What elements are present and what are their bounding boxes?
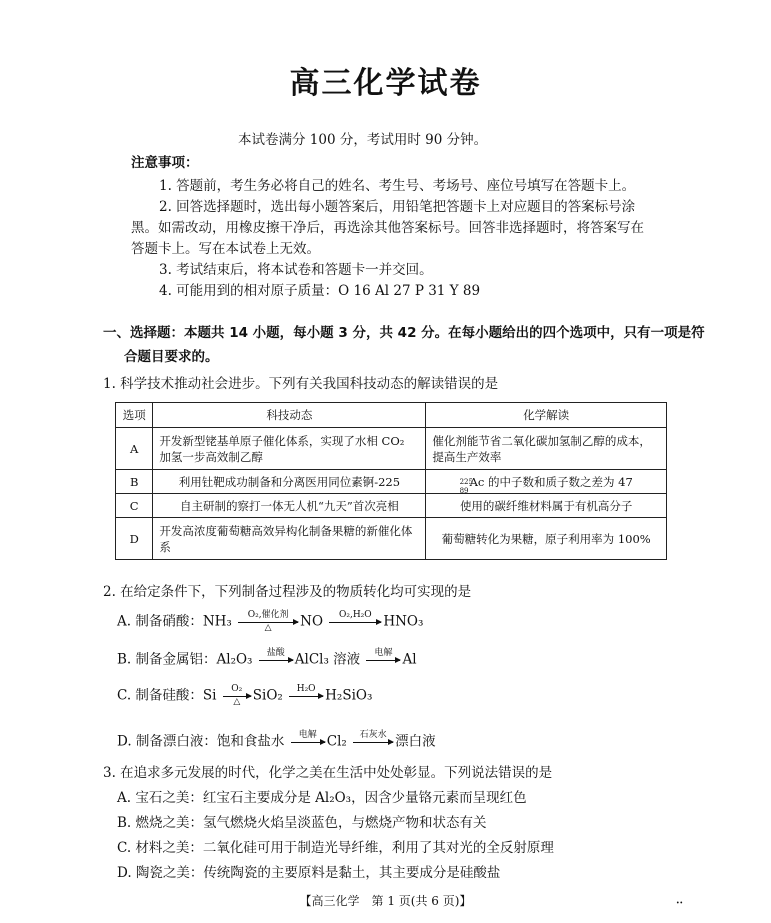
row-news: 开发新型铑基单原子催化体系，实现了水相 CO₂ 加氢一步高效制乙醇 [153, 428, 426, 470]
q2b-mid: AlCl₃ 溶液 [294, 651, 361, 668]
arrow-shaft [291, 742, 325, 743]
note-4: 4. 可能用到的相对原子质量：O 16 Al 27 P 31 Y 89 [159, 283, 481, 299]
q2c-end: H₂SiO₃ [325, 687, 373, 704]
q2c-mid: SiO₂ [252, 687, 283, 704]
row-option: D [116, 518, 153, 560]
q2b-end: Al [402, 651, 417, 668]
q2-option-d [117, 730, 436, 758]
arrow-shaft [329, 622, 381, 623]
table-row [116, 518, 667, 560]
arrow-shaft [238, 622, 298, 623]
arrow-shaft [353, 742, 393, 743]
isotope-notation [459, 476, 473, 495]
table-header-row [116, 403, 667, 428]
arrow-condition-top: 盐酸 [266, 648, 285, 658]
arrow-condition-top: O₂ [231, 684, 243, 694]
arrow-condition-top: O₂,催化剂 [247, 610, 289, 620]
row-option: B [116, 470, 153, 494]
exam-info: 本试卷满分 100 分，考试用时 90 分钟。 [238, 132, 488, 148]
q3-option-b: B. 燃烧之美：氢气燃烧火焰呈淡蓝色，与燃烧产物和状态有关 [117, 815, 487, 831]
arrow-shaft [223, 696, 251, 697]
isotope-mass: 225 [459, 477, 473, 486]
arrow-shaft [259, 660, 293, 661]
isotope-number: 89 [459, 486, 469, 495]
arrow-condition-top: 电解 [298, 730, 317, 740]
corner-mark: •• [676, 900, 684, 907]
arrow-spacer [329, 623, 381, 633]
q3-option-d: D. 陶瓷之美：传统陶瓷的主要原料是黏土，其主要成分是硅酸盐 [117, 865, 501, 881]
table-row [116, 470, 667, 494]
note-1: 1. 答题前，考生务必将自己的姓名、考生号、考场号、座位号填写在答题卡上。 [159, 178, 636, 194]
q2a-end: HNO₃ [383, 613, 424, 630]
row-chem: 葡萄糖转化为果糖，原子利用率为 100% [426, 518, 667, 560]
row-news: 自主研制的察打一体无人机“九天”首次亮相 [153, 494, 426, 518]
section-heading-cont: 合题目要求的。 [124, 349, 219, 365]
row-news: 利用钍靶成功制备和分离医用同位素锕-225 [153, 470, 426, 494]
q2b-label: B. 制备金属铝：Al₂O₃ [117, 651, 253, 668]
reaction-arrow [223, 684, 251, 707]
q2a-mid: NO [300, 613, 324, 630]
row-chem: 催化剂能节省二氧化碳加氢制乙醇的成本，提高生产效率 [426, 428, 667, 470]
section-heading: 一、选择题：本题共 14 小题，每小题 3 分，共 42 分。在每小题给出的四个选项中，只有一项是符 [103, 325, 705, 341]
page-footer: 【高三化学 第 1 页(共 6 页)】 [299, 894, 472, 908]
notes-heading: 注意事项： [131, 155, 199, 171]
table-row [116, 428, 667, 470]
arrow-shaft [366, 660, 400, 661]
q2c-label: C. 制备硅酸：Si [117, 687, 217, 704]
arrow-condition-bottom: △ [233, 697, 241, 707]
arrow-spacer [353, 743, 393, 753]
row-news: 开发高浓度葡萄糖高效异构化制备果糖的新催化体系 [153, 518, 426, 560]
q2-option-a [117, 610, 423, 638]
q1-stem: 1. 科学技术推动社会进步。下列有关我国科技动态的解读错误的是 [103, 376, 499, 392]
q3-option-c: C. 材料之美：二氧化硅可用于制造光导纤维，利用了其对光的全反射原理 [117, 840, 554, 856]
arrow-condition-top: 电解 [374, 648, 393, 658]
q2a-label: A. 制备硝酸：NH₃ [117, 613, 232, 630]
reaction-arrow [329, 610, 381, 633]
q3-stem: 3. 在追求多元发展的时代，化学之美在生活中处处彰显。下列说法错误的是 [103, 765, 553, 781]
reaction-arrow [366, 648, 400, 671]
row-option: C [116, 494, 153, 518]
table-row [116, 494, 667, 518]
row-chem-cell [426, 470, 667, 494]
reaction-arrow [238, 610, 298, 633]
q2d-end: 漂白液 [395, 733, 436, 750]
note-2-cont2: 答题卡上。写在本试卷上无效。 [131, 241, 320, 257]
arrow-condition-top: O₂,H₂O [338, 610, 372, 620]
header-news: 科技动态 [153, 403, 426, 428]
reaction-arrow [291, 730, 325, 753]
q1-table [115, 402, 667, 560]
reaction-arrow [289, 684, 323, 707]
reaction-arrow [259, 648, 293, 671]
header-chem: 化学解读 [426, 403, 667, 428]
arrow-condition-top: 石灰水 [359, 730, 387, 740]
note-2-cont: 黑。如需改动，用橡皮擦干净后，再选涂其他答案标号。回答非选择题时，将答案写在 [131, 220, 644, 236]
header-option: 选项 [116, 403, 153, 428]
row-option: A [116, 428, 153, 470]
q3-option-a: A. 宝石之美：红宝石主要成分是 Al₂O₃，因含少量铬元素而呈现红色 [117, 790, 527, 806]
note-3: 3. 考试结束后，将本试卷和答题卡一并交回。 [159, 262, 433, 278]
row-chem: 使用的碳纤维材料属于有机高分子 [426, 494, 667, 518]
arrow-condition-bottom: △ [264, 623, 272, 633]
q2d-mid: Cl₂ [326, 733, 347, 750]
q2-option-c [117, 684, 372, 712]
reaction-arrow [353, 730, 393, 753]
q2-option-b [117, 648, 417, 676]
row-chem: Ac 的中子数和质子数之差为 47 [469, 474, 633, 489]
q2d-label: D. 制备漂白液：饱和食盐水 [117, 733, 285, 750]
page-title: 高三化学试卷 [289, 66, 482, 101]
q2-stem: 2. 在给定条件下，下列制备过程涉及的物质转化均可实现的是 [103, 584, 472, 600]
note-2: 2. 回答选择题时，选出每小题答案后，用铅笔把答题卡上对应题目的答案标号涂 [159, 199, 636, 215]
arrow-condition-top: H₂O [296, 684, 316, 694]
arrow-shaft [289, 696, 323, 697]
